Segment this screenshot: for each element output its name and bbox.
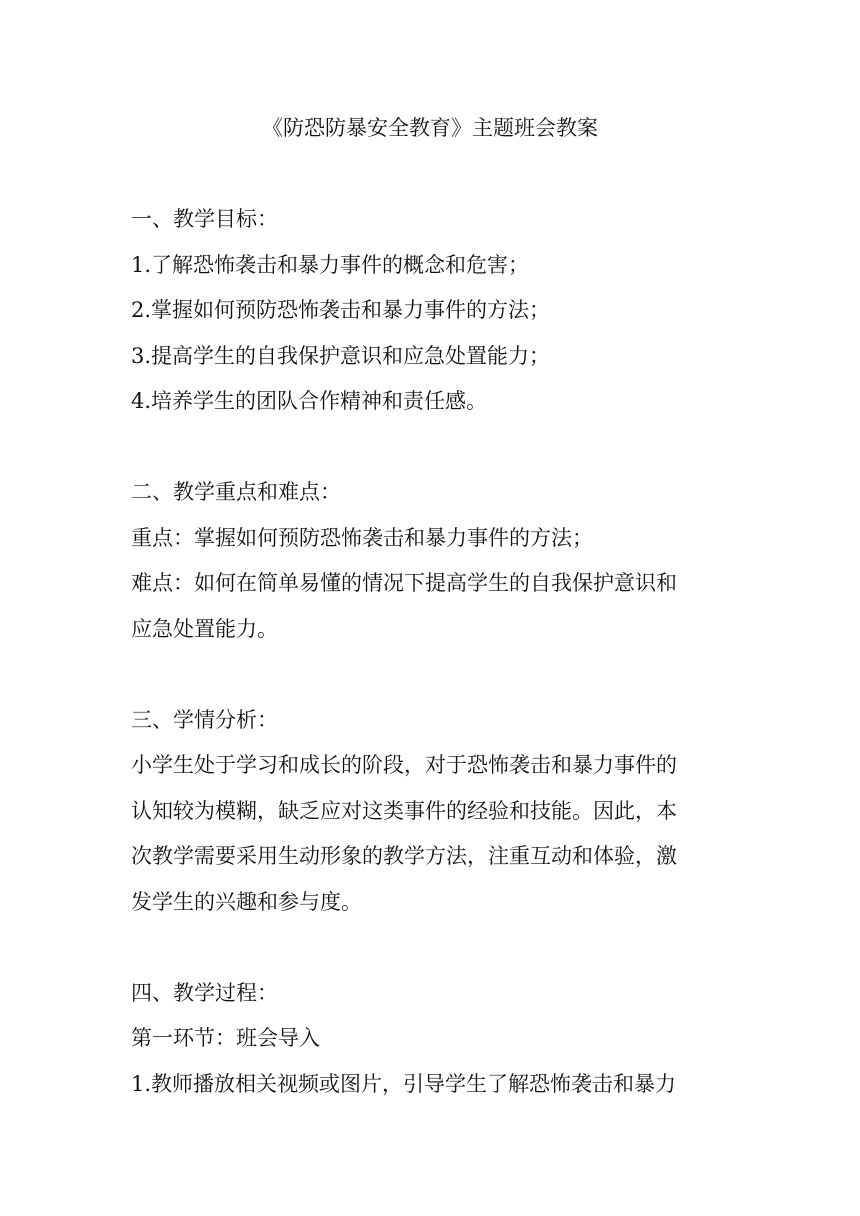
process-line: 1.教师播放相关视频或图片，引导学生了解恐怖袭击和暴力 bbox=[131, 1071, 677, 1096]
key-point-line: 重点：掌握如何预防恐怖袭击和暴力事件的方法； bbox=[131, 525, 593, 550]
objective-item: 4.培养学生的团队合作精神和责任感。 bbox=[131, 389, 488, 413]
analysis-line: 小学生处于学习和成长的阶段，对于恐怖袭击和暴力事件的 bbox=[131, 753, 677, 777]
objective-item: 3.提高学生的自我保护意识和应急处置能力； bbox=[131, 343, 551, 368]
section-heading-analysis: 三、学情分析： bbox=[131, 707, 278, 732]
section-heading-process: 四、教学过程： bbox=[131, 980, 278, 1005]
process-line: 第一环节：班会导入 bbox=[131, 1026, 320, 1050]
paragraph-gap bbox=[131, 425, 731, 471]
analysis-line: 发学生的兴趣和参与度。 bbox=[131, 889, 362, 914]
paragraph-gap bbox=[131, 925, 731, 971]
key-point-line: 难点：如何在简单易懂的情况下提高学生的自我保护意识和 bbox=[131, 571, 677, 595]
paragraph-gap bbox=[131, 652, 731, 698]
section-heading-objectives: 一、教学目标： bbox=[131, 207, 278, 231]
objective-item: 2.掌握如何预防恐怖袭击和暴力事件的方法； bbox=[131, 298, 551, 322]
analysis-line: 次教学需要采用生动形象的教学方法，注重互动和体验，激 bbox=[131, 844, 677, 868]
document-title: 《防恐防暴安全教育》主题班会教案 bbox=[262, 116, 598, 140]
analysis-line: 认知较为模糊，缺乏应对这类事件的经验和技能。因此，本 bbox=[131, 798, 677, 823]
key-point-line: 应急处置能力。 bbox=[131, 616, 278, 641]
section-heading-key-points: 二、教学重点和难点： bbox=[131, 480, 341, 504]
document-body bbox=[131, 197, 731, 1107]
objective-item: 1.了解恐怖袭击和暴力事件的概念和危害； bbox=[131, 252, 530, 277]
